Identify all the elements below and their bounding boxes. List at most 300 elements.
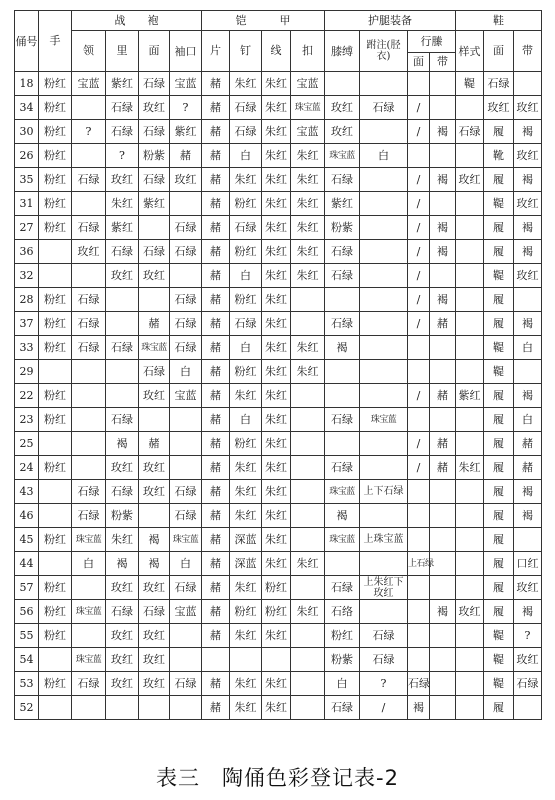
cell-pian: 赭 bbox=[202, 624, 230, 648]
cell-yong-hao: 30 bbox=[15, 120, 39, 144]
cell-kou bbox=[291, 624, 325, 648]
cell-xiu-kou: 石绿 bbox=[170, 480, 202, 504]
cell-pian: 赭 bbox=[202, 144, 230, 168]
cell-xie-dai: 赭 bbox=[514, 432, 542, 456]
cell-ding: 白 bbox=[230, 408, 262, 432]
cell-ding: 朱红 bbox=[230, 456, 262, 480]
header-xing-teng-dai: 带 bbox=[430, 53, 456, 72]
cell-kou: 朱红 bbox=[291, 264, 325, 288]
cell-yong-hao: 55 bbox=[15, 624, 39, 648]
table-row bbox=[15, 144, 542, 168]
cell-yang-shi bbox=[456, 360, 484, 384]
cell-li: 石绿 bbox=[106, 480, 139, 504]
header-xiu-kou: 袖口 bbox=[170, 31, 202, 72]
cell-zhanpao-mian: 玫红 bbox=[139, 480, 170, 504]
cell-pian: 赭 bbox=[202, 672, 230, 696]
cell-ling bbox=[72, 144, 106, 168]
cell-shou: 粉红 bbox=[39, 288, 72, 312]
cell-li: 玫红 bbox=[106, 576, 139, 600]
cell-zhanpao-mian bbox=[139, 504, 170, 528]
cell-xi-fu: 紫红 bbox=[325, 192, 360, 216]
cell-fu-zhu: 白 bbox=[360, 144, 408, 168]
cell-li: 紫红 bbox=[106, 216, 139, 240]
cell-xing-teng-mian: 褐 bbox=[408, 696, 430, 720]
cell-xie-dai: 玫红 bbox=[514, 576, 542, 600]
cell-xi-fu bbox=[325, 360, 360, 384]
table-row bbox=[15, 696, 542, 720]
cell-ding: 深蓝 bbox=[230, 528, 262, 552]
cell-ling bbox=[72, 624, 106, 648]
cell-yong-hao: 32 bbox=[15, 264, 39, 288]
cell-zhanpao-mian: 玫红 bbox=[139, 648, 170, 672]
cell-xian: 粉红 bbox=[262, 576, 291, 600]
cell-fu-zhu: / bbox=[360, 696, 408, 720]
cell-xing-teng-dai bbox=[430, 528, 456, 552]
cell-xian: 朱红 bbox=[262, 96, 291, 120]
cell-zhanpao-mian: 紫红 bbox=[139, 192, 170, 216]
cell-ling: 玫红 bbox=[72, 240, 106, 264]
cell-kou bbox=[291, 288, 325, 312]
cell-xie-mian: 石绿 bbox=[484, 72, 514, 96]
header-row-2 bbox=[15, 31, 542, 53]
header-ling: 领 bbox=[72, 31, 106, 72]
cell-ling: 石绿 bbox=[72, 288, 106, 312]
cell-xing-teng-mian: 石绿 bbox=[408, 672, 430, 696]
cell-ding: 朱红 bbox=[230, 672, 262, 696]
cell-xiu-kou: 石绿 bbox=[170, 576, 202, 600]
table-row bbox=[15, 504, 542, 528]
table-row bbox=[15, 192, 542, 216]
cell-shou bbox=[39, 648, 72, 672]
cell-xing-teng-dai bbox=[430, 624, 456, 648]
cell-xi-fu: 石绿 bbox=[325, 312, 360, 336]
cell-xie-mian: 鞮 bbox=[484, 672, 514, 696]
cell-li: 石绿 bbox=[106, 240, 139, 264]
cell-yong-hao: 43 bbox=[15, 480, 39, 504]
cell-xie-dai: 褐 bbox=[514, 168, 542, 192]
cell-xian: 朱红 bbox=[262, 336, 291, 360]
cell-xie-mian: 履 bbox=[484, 384, 514, 408]
cell-pian: 赭 bbox=[202, 528, 230, 552]
cell-xing-teng-mian: / bbox=[408, 288, 430, 312]
cell-li: 石绿 bbox=[106, 408, 139, 432]
cell-shou: 粉红 bbox=[39, 672, 72, 696]
cell-xing-teng-dai: 褐 bbox=[430, 288, 456, 312]
cell-xie-mian: 履 bbox=[484, 168, 514, 192]
cell-ding: 白 bbox=[230, 336, 262, 360]
table-row bbox=[15, 216, 542, 240]
cell-yang-shi bbox=[456, 144, 484, 168]
cell-xi-fu bbox=[325, 552, 360, 576]
cell-xi-fu: 石绿 bbox=[325, 456, 360, 480]
cell-xiu-kou: 石绿 bbox=[170, 216, 202, 240]
cell-kou bbox=[291, 408, 325, 432]
cell-yong-hao: 44 bbox=[15, 552, 39, 576]
cell-xie-dai: 褐 bbox=[514, 312, 542, 336]
cell-xie-mian: 履 bbox=[484, 240, 514, 264]
cell-shou: 粉红 bbox=[39, 168, 72, 192]
cell-xie-dai: 褐 bbox=[514, 384, 542, 408]
cell-li: 粉紫 bbox=[106, 504, 139, 528]
cell-yang-shi: 鞮 bbox=[456, 72, 484, 96]
cell-xian: 朱红 bbox=[262, 480, 291, 504]
cell-fu-zhu bbox=[360, 432, 408, 456]
cell-xian: 朱红 bbox=[262, 240, 291, 264]
cell-zhanpao-mian: 玫红 bbox=[139, 672, 170, 696]
cell-xie-mian: 履 bbox=[484, 600, 514, 624]
cell-zhanpao-mian: 珠宝蓝 bbox=[139, 336, 170, 360]
cell-zhanpao-mian: 玫红 bbox=[139, 96, 170, 120]
cell-ding bbox=[230, 648, 262, 672]
cell-xi-fu: 粉紫 bbox=[325, 216, 360, 240]
header-kai-jia: 铠 甲 bbox=[202, 11, 325, 31]
cell-xi-fu: 珠宝蓝 bbox=[325, 144, 360, 168]
cell-ding: 白 bbox=[230, 144, 262, 168]
cell-xian bbox=[262, 648, 291, 672]
cell-xiu-kou: 白 bbox=[170, 552, 202, 576]
cell-ding: 朱红 bbox=[230, 576, 262, 600]
cell-pian bbox=[202, 648, 230, 672]
cell-fu-zhu: 上下石绿 bbox=[360, 480, 408, 504]
cell-li bbox=[106, 312, 139, 336]
cell-yang-shi bbox=[456, 504, 484, 528]
cell-fu-zhu bbox=[360, 72, 408, 96]
cell-xiu-kou bbox=[170, 432, 202, 456]
cell-pian: 赭 bbox=[202, 288, 230, 312]
cell-xie-dai: 玫红 bbox=[514, 144, 542, 168]
cell-xi-fu: 粉红 bbox=[325, 624, 360, 648]
header-xing-teng: 行縢 bbox=[408, 31, 456, 53]
cell-yong-hao: 25 bbox=[15, 432, 39, 456]
cell-yang-shi bbox=[456, 264, 484, 288]
cell-shou: 粉红 bbox=[39, 216, 72, 240]
cell-xing-teng-mian bbox=[408, 600, 430, 624]
cell-yang-shi bbox=[456, 288, 484, 312]
cell-li: 石绿 bbox=[106, 120, 139, 144]
cell-zhanpao-mian bbox=[139, 408, 170, 432]
cell-xing-teng-mian: / bbox=[408, 312, 430, 336]
cell-zhanpao-mian: 玫红 bbox=[139, 456, 170, 480]
cell-xi-fu: 褐 bbox=[325, 336, 360, 360]
cell-zhanpao-mian bbox=[139, 288, 170, 312]
cell-xie-dai: 褐 bbox=[514, 504, 542, 528]
cell-pian: 赭 bbox=[202, 192, 230, 216]
color-registration-table-container bbox=[14, 10, 541, 720]
cell-xing-teng-mian bbox=[408, 360, 430, 384]
header-fu-zhu: 跗注(胫衣) bbox=[360, 31, 408, 72]
cell-yong-hao: 57 bbox=[15, 576, 39, 600]
cell-xie-mian: 履 bbox=[484, 216, 514, 240]
cell-xie-mian: 履 bbox=[484, 288, 514, 312]
header-xie-dai: 带 bbox=[514, 31, 542, 72]
cell-yong-hao: 28 bbox=[15, 288, 39, 312]
header-zhan-pao: 战 袍 bbox=[72, 11, 202, 31]
cell-shou: 粉红 bbox=[39, 624, 72, 648]
cell-yang-shi: 玫红 bbox=[456, 168, 484, 192]
cell-kou: 朱红 bbox=[291, 168, 325, 192]
cell-xing-teng-mian: / bbox=[408, 384, 430, 408]
header-hu-tui: 护腿装备 bbox=[325, 11, 456, 31]
cell-xing-teng-mian bbox=[408, 576, 430, 600]
cell-xing-teng-dai bbox=[430, 504, 456, 528]
cell-xing-teng-dai bbox=[430, 192, 456, 216]
cell-zhanpao-mian: 赭 bbox=[139, 432, 170, 456]
cell-xian: 朱红 bbox=[262, 264, 291, 288]
cell-yang-shi bbox=[456, 312, 484, 336]
cell-xie-mian: 履 bbox=[484, 552, 514, 576]
cell-pian: 赭 bbox=[202, 240, 230, 264]
cell-xi-fu: 石络 bbox=[325, 600, 360, 624]
cell-fu-zhu bbox=[360, 120, 408, 144]
cell-xi-fu: 石绿 bbox=[325, 696, 360, 720]
cell-xi-fu: 白 bbox=[325, 672, 360, 696]
cell-xian: 朱红 bbox=[262, 504, 291, 528]
cell-xie-dai: 褐 bbox=[514, 480, 542, 504]
cell-li bbox=[106, 360, 139, 384]
cell-li: 玫红 bbox=[106, 168, 139, 192]
cell-xie-mian: 鞮 bbox=[484, 624, 514, 648]
cell-li: 石绿 bbox=[106, 96, 139, 120]
cell-shou bbox=[39, 432, 72, 456]
cell-zhanpao-mian: 玫红 bbox=[139, 576, 170, 600]
cell-kou bbox=[291, 696, 325, 720]
cell-ling: 珠宝蓝 bbox=[72, 528, 106, 552]
table-row bbox=[15, 96, 542, 120]
cell-xian: 朱红 bbox=[262, 360, 291, 384]
cell-xing-teng-mian: / bbox=[408, 96, 430, 120]
cell-xi-fu: 石绿 bbox=[325, 240, 360, 264]
color-registration-table bbox=[14, 10, 542, 720]
cell-ding: 石绿 bbox=[230, 312, 262, 336]
header-row-1 bbox=[15, 11, 542, 31]
cell-li: 玫红 bbox=[106, 456, 139, 480]
cell-li: 石绿 bbox=[106, 336, 139, 360]
cell-xian: 朱红 bbox=[262, 528, 291, 552]
cell-fu-zhu: 石绿 bbox=[360, 624, 408, 648]
cell-xiu-kou: 宝蓝 bbox=[170, 600, 202, 624]
cell-pian: 赭 bbox=[202, 576, 230, 600]
cell-xing-teng-mian: 上石绿 bbox=[408, 552, 430, 576]
cell-fu-zhu bbox=[360, 264, 408, 288]
cell-yang-shi: 紫红 bbox=[456, 384, 484, 408]
cell-shou: 粉红 bbox=[39, 336, 72, 360]
cell-xiu-kou bbox=[170, 264, 202, 288]
cell-shou bbox=[39, 504, 72, 528]
cell-li: 褐 bbox=[106, 552, 139, 576]
table-row bbox=[15, 408, 542, 432]
cell-xi-fu bbox=[325, 384, 360, 408]
table-row bbox=[15, 336, 542, 360]
header-shou: 手 bbox=[39, 11, 72, 72]
cell-xie-dai: 玫红 bbox=[514, 192, 542, 216]
cell-xiu-kou: 石绿 bbox=[170, 312, 202, 336]
header-xi-fu: 膝缚 bbox=[325, 31, 360, 72]
cell-xie-dai: 白 bbox=[514, 408, 542, 432]
cell-xing-teng-dai bbox=[430, 480, 456, 504]
cell-yong-hao: 46 bbox=[15, 504, 39, 528]
header-li: 里 bbox=[106, 31, 139, 72]
cell-xing-teng-dai: 褐 bbox=[430, 120, 456, 144]
cell-fu-zhu bbox=[360, 456, 408, 480]
cell-xiu-kou: 宝蓝 bbox=[170, 384, 202, 408]
cell-xi-fu: 玫红 bbox=[325, 120, 360, 144]
cell-xian: 朱红 bbox=[262, 408, 291, 432]
cell-xing-teng-dai bbox=[430, 144, 456, 168]
cell-xie-mian: 履 bbox=[484, 456, 514, 480]
cell-xie-mian: 履 bbox=[484, 576, 514, 600]
cell-kou: 朱红 bbox=[291, 600, 325, 624]
cell-xiu-kou: 紫红 bbox=[170, 120, 202, 144]
cell-li: 朱红 bbox=[106, 192, 139, 216]
cell-yong-hao: 52 bbox=[15, 696, 39, 720]
cell-li: 朱红 bbox=[106, 528, 139, 552]
cell-zhanpao-mian: 玫红 bbox=[139, 384, 170, 408]
cell-shou: 粉红 bbox=[39, 384, 72, 408]
cell-yong-hao: 37 bbox=[15, 312, 39, 336]
header-xie: 鞋 bbox=[456, 11, 542, 31]
cell-xiu-kou bbox=[170, 456, 202, 480]
cell-xing-teng-mian: / bbox=[408, 456, 430, 480]
cell-xiu-kou: 石绿 bbox=[170, 336, 202, 360]
cell-pian: 赭 bbox=[202, 552, 230, 576]
cell-yang-shi bbox=[456, 696, 484, 720]
cell-xie-dai bbox=[514, 72, 542, 96]
cell-pian: 赭 bbox=[202, 168, 230, 192]
cell-kou: 朱红 bbox=[291, 552, 325, 576]
cell-kou: 朱红 bbox=[291, 360, 325, 384]
cell-xing-teng-dai: 褐 bbox=[430, 240, 456, 264]
cell-fu-zhu bbox=[360, 384, 408, 408]
cell-xie-mian: 鞮 bbox=[484, 648, 514, 672]
cell-yong-hao: 35 bbox=[15, 168, 39, 192]
cell-xing-teng-dai: 赭 bbox=[430, 384, 456, 408]
cell-xie-mian: 履 bbox=[484, 696, 514, 720]
cell-yong-hao: 33 bbox=[15, 336, 39, 360]
cell-yong-hao: 18 bbox=[15, 72, 39, 96]
cell-ling: 石绿 bbox=[72, 336, 106, 360]
cell-ling: 珠宝蓝 bbox=[72, 648, 106, 672]
cell-kou: 朱红 bbox=[291, 216, 325, 240]
cell-xie-dai bbox=[514, 288, 542, 312]
table-row bbox=[15, 432, 542, 456]
cell-shou: 粉红 bbox=[39, 312, 72, 336]
cell-ling bbox=[72, 456, 106, 480]
cell-fu-zhu: 珠宝蓝 bbox=[360, 408, 408, 432]
cell-li: ? bbox=[106, 144, 139, 168]
cell-yong-hao: 27 bbox=[15, 216, 39, 240]
cell-xing-teng-mian bbox=[408, 528, 430, 552]
cell-shou: 粉红 bbox=[39, 456, 72, 480]
cell-xing-teng-mian: / bbox=[408, 120, 430, 144]
cell-xiu-kou: 石绿 bbox=[170, 504, 202, 528]
cell-xian: 朱红 bbox=[262, 432, 291, 456]
cell-xie-mian: 履 bbox=[484, 312, 514, 336]
cell-xie-mian: 鞮 bbox=[484, 264, 514, 288]
cell-xie-dai: ? bbox=[514, 624, 542, 648]
cell-xiu-kou: 珠宝蓝 bbox=[170, 528, 202, 552]
header-xie-mian: 面 bbox=[484, 31, 514, 72]
cell-xing-teng-dai bbox=[430, 648, 456, 672]
cell-xing-teng-mian bbox=[408, 624, 430, 648]
cell-ling: 石绿 bbox=[72, 480, 106, 504]
cell-kou bbox=[291, 648, 325, 672]
cell-xie-dai: 玫红 bbox=[514, 264, 542, 288]
cell-li: 玫红 bbox=[106, 264, 139, 288]
cell-shou: 粉红 bbox=[39, 72, 72, 96]
cell-yang-shi bbox=[456, 672, 484, 696]
cell-xiu-kou: 赭 bbox=[170, 144, 202, 168]
cell-xing-teng-dai: 赭 bbox=[430, 312, 456, 336]
cell-kou: 朱红 bbox=[291, 144, 325, 168]
cell-zhanpao-mian: 石绿 bbox=[139, 72, 170, 96]
cell-yang-shi bbox=[456, 216, 484, 240]
table-row bbox=[15, 120, 542, 144]
cell-xian: 朱红 bbox=[262, 144, 291, 168]
cell-ding: 朱红 bbox=[230, 696, 262, 720]
cell-shou bbox=[39, 696, 72, 720]
cell-xiu-kou bbox=[170, 624, 202, 648]
cell-yong-hao: 22 bbox=[15, 384, 39, 408]
cell-shou: 粉红 bbox=[39, 528, 72, 552]
table-row bbox=[15, 528, 542, 552]
cell-xian: 朱红 bbox=[262, 120, 291, 144]
header-ding: 钉 bbox=[230, 31, 262, 72]
cell-xing-teng-mian: / bbox=[408, 432, 430, 456]
cell-xian: 朱红 bbox=[262, 72, 291, 96]
cell-xi-fu: 石绿 bbox=[325, 264, 360, 288]
cell-xing-teng-mian bbox=[408, 480, 430, 504]
table-row bbox=[15, 288, 542, 312]
cell-ding: 粉红 bbox=[230, 360, 262, 384]
cell-li: 褐 bbox=[106, 432, 139, 456]
cell-xi-fu bbox=[325, 288, 360, 312]
cell-xian: 朱红 bbox=[262, 168, 291, 192]
cell-pian: 赭 bbox=[202, 120, 230, 144]
cell-xian: 朱红 bbox=[262, 288, 291, 312]
cell-kou: 珠宝蓝 bbox=[291, 96, 325, 120]
cell-fu-zhu bbox=[360, 504, 408, 528]
cell-xiu-kou bbox=[170, 192, 202, 216]
cell-pian: 赭 bbox=[202, 600, 230, 624]
cell-xian: 朱红 bbox=[262, 456, 291, 480]
cell-shou: 粉红 bbox=[39, 120, 72, 144]
header-xing-teng-mian: 面 bbox=[408, 53, 430, 72]
cell-ling bbox=[72, 360, 106, 384]
cell-xie-dai bbox=[514, 696, 542, 720]
cell-ling bbox=[72, 696, 106, 720]
header-mian: 面 bbox=[139, 31, 170, 72]
cell-yong-hao: 36 bbox=[15, 240, 39, 264]
cell-xi-fu: 粉紫 bbox=[325, 648, 360, 672]
cell-pian: 赭 bbox=[202, 96, 230, 120]
cell-ling: 石绿 bbox=[72, 312, 106, 336]
cell-xing-teng-dai bbox=[430, 360, 456, 384]
cell-xi-fu: 珠宝蓝 bbox=[325, 480, 360, 504]
cell-yang-shi: 石绿 bbox=[456, 120, 484, 144]
cell-fu-zhu bbox=[360, 288, 408, 312]
cell-yong-hao: 56 bbox=[15, 600, 39, 624]
cell-yong-hao: 53 bbox=[15, 672, 39, 696]
cell-zhanpao-mian: 石绿 bbox=[139, 240, 170, 264]
cell-xie-dai bbox=[514, 528, 542, 552]
cell-xiu-kou: 白 bbox=[170, 360, 202, 384]
cell-xie-dai: 赭 bbox=[514, 456, 542, 480]
cell-pian: 赭 bbox=[202, 312, 230, 336]
cell-pian: 赭 bbox=[202, 432, 230, 456]
cell-xing-teng-mian: / bbox=[408, 192, 430, 216]
cell-shou: 粉红 bbox=[39, 192, 72, 216]
cell-xian: 朱红 bbox=[262, 384, 291, 408]
